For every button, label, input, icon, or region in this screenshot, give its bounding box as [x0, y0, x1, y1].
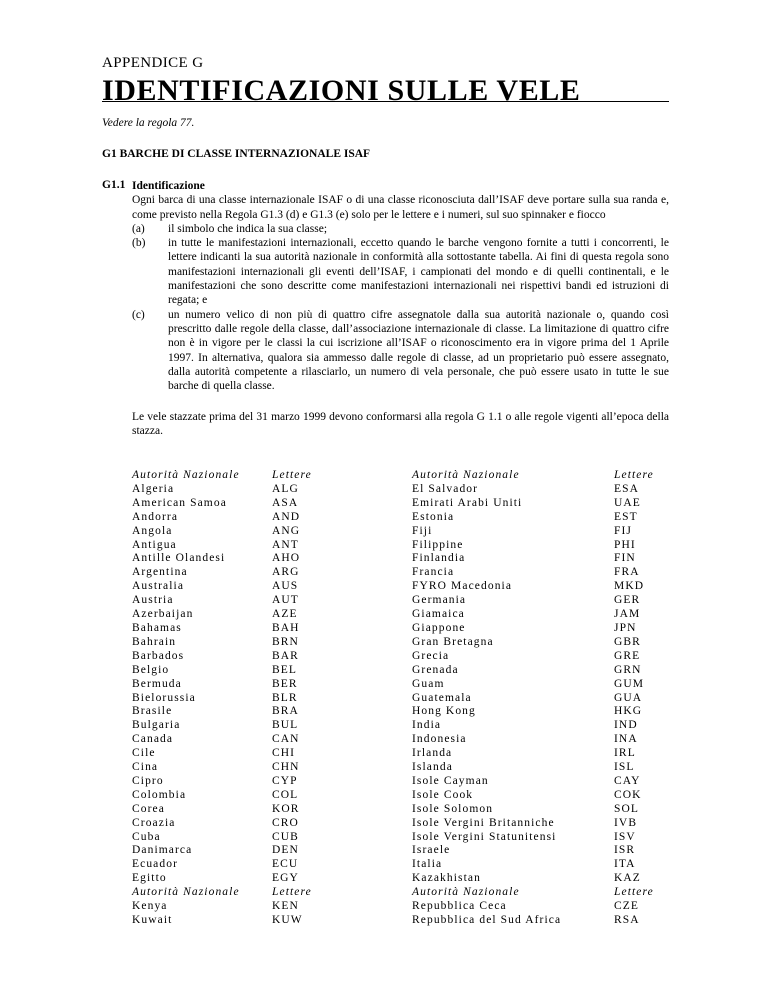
country-code: SOL	[614, 802, 640, 815]
country-name: Isole Cook	[412, 788, 474, 801]
country-code: CAY	[614, 774, 641, 787]
rule-item-label: (b)	[132, 237, 146, 250]
country-code: ITA	[614, 858, 636, 871]
country-code: ESA	[614, 482, 640, 495]
country-code: ECU	[272, 858, 299, 871]
country-code: ISR	[614, 844, 636, 857]
country-name: Indonesia	[412, 733, 467, 746]
column-header-letters: Lettere	[614, 886, 654, 899]
country-code: AZE	[272, 608, 298, 621]
country-code: FRA	[614, 566, 640, 579]
column-header-letters: Lettere	[272, 469, 312, 481]
country-name: Antigua	[132, 538, 177, 551]
country-code: CRO	[272, 816, 299, 829]
country-code: BLR	[272, 691, 298, 704]
country-name: Emirati Arabi Uniti	[412, 496, 523, 509]
country-name: Estonia	[412, 510, 455, 523]
country-name: Bielorussia	[132, 691, 196, 704]
country-name: Gran Bretagna	[412, 635, 494, 648]
country-name: Germania	[412, 594, 467, 607]
country-name: Fiji	[412, 524, 433, 537]
authority-column-left	[132, 469, 240, 928]
country-name: Cuba	[132, 830, 161, 843]
country-name: Isole Vergini Statunitensi	[412, 830, 557, 843]
country-name: Giappone	[412, 621, 466, 634]
country-code: CHI	[272, 747, 296, 760]
country-name: Corea	[132, 802, 165, 815]
country-name: Francia	[412, 566, 455, 579]
country-code: ANT	[272, 538, 299, 551]
rule-item-text: in tutte le manifestazioni internazionali, eccetto quando le barche vengono fornite a tutti i concorrenti, le lettere indicanti la sua autorità nazionale in conformità alla sottostante tabella. Ai fini di questa regola sono manifestazioni internazionali gli eventi dell’ISAF, i campionati del mondo e di quelli continentali, e le manifestazioni che sono descritte come manifestazioni internazionali nei rispettivi bandi ed istruzioni di regata; e	[168, 237, 669, 307]
country-name: Isole Vergini Britanniche	[412, 816, 555, 829]
country-code: MKD	[614, 580, 645, 593]
country-name: Angola	[132, 524, 173, 537]
country-name: Grenada	[412, 663, 459, 676]
country-code: KUW	[272, 914, 303, 926]
column-header-authority: Autorità Nazionale	[412, 886, 520, 899]
rule-item	[132, 308, 669, 394]
country-name: El Salvador	[412, 482, 479, 495]
country-code: IND	[614, 719, 638, 732]
country-code: AUT	[272, 594, 299, 607]
column-header-authority: Autorità Nazionale	[132, 469, 240, 481]
country-name: Israele	[412, 844, 451, 857]
country-code: COK	[614, 788, 642, 801]
country-code: GUA	[614, 691, 643, 704]
country-name: Isole Cayman	[412, 774, 489, 787]
rule-heading: Identificazione	[132, 180, 205, 192]
country-code: EST	[614, 510, 638, 523]
country-name: India	[412, 719, 442, 732]
country-code: KEN	[272, 900, 299, 913]
country-name: Grecia	[412, 649, 450, 662]
rule-item-label: (c)	[132, 308, 145, 321]
country-name: Algeria	[132, 482, 175, 495]
country-name: Hong Kong	[412, 705, 476, 718]
country-code: CUB	[272, 830, 299, 843]
country-name: Danimarca	[132, 844, 193, 857]
country-code: GUM	[614, 677, 645, 690]
country-name: Bermuda	[132, 677, 182, 690]
country-code: RSA	[614, 914, 640, 926]
country-name: Brasile	[132, 705, 173, 718]
country-name: Italia	[412, 858, 443, 871]
country-code: JAM	[614, 608, 641, 621]
letters-column-right	[614, 469, 654, 928]
country-code: GRN	[614, 663, 642, 676]
country-name: Kuwait	[132, 914, 173, 926]
country-name: Kazakhistan	[412, 872, 481, 885]
country-code: FIN	[614, 552, 636, 565]
rule-item	[132, 222, 669, 236]
country-name: Belgio	[132, 663, 170, 676]
rule-item	[132, 236, 669, 307]
country-code: BRN	[272, 635, 299, 648]
country-code: ARG	[272, 566, 300, 579]
country-code: FIJ	[614, 524, 633, 537]
country-name: Australia	[132, 580, 185, 593]
rule-intro: Ogni barca di una classe internazionale ISAF o di una classe riconosciuta dall’ISAF deve portare sulla sua randa e, come previsto nella Regola G1.3 (d) e G1.3 (e) solo per le lettere e i numeri, sul suo spinnaker e fiocco	[132, 194, 669, 221]
rule-item-text: un numero velico di non più di quattro cifre assegnatole dalla sua autorità nazionale o, quando così prescritto dalle regole della classe, dall’associazione internazionale di classe. La limitazione di quattro cifre non è in vigore per le classi la cui iscrizione all’ISAF o riconoscimento era in vigore prima del 1 Aprile 1997. In alternativa, qualora sia ammesso dalle regole di classe, ad un proprietario può essere assegnato, dalla autorità competente a rilasciarlo, un numero di vela personale, che può essere usato in tutte le sue barche di quella classe.	[168, 308, 669, 393]
see-rule-note: Vedere la regola 77.	[102, 117, 195, 129]
rule-number: G1.1	[102, 179, 126, 191]
country-code: BAH	[272, 621, 300, 634]
country-name: Ecuador	[132, 858, 179, 871]
country-code: KAZ	[614, 872, 641, 885]
country-code: CHN	[272, 761, 300, 774]
country-code: AUS	[272, 580, 299, 593]
country-code: ISL	[614, 761, 635, 774]
country-code: INA	[614, 733, 638, 746]
country-code: ISV	[614, 830, 636, 843]
country-code: CZE	[614, 900, 640, 913]
country-name: Andorra	[132, 510, 179, 523]
column-header-letters: Lettere	[614, 469, 654, 481]
country-name: Canada	[132, 733, 174, 746]
country-name: Islanda	[412, 761, 453, 774]
country-code: JPN	[614, 621, 637, 634]
country-code: ANG	[272, 524, 301, 537]
country-name: Giamaica	[412, 608, 465, 621]
country-code: BRA	[272, 705, 299, 718]
country-code: IRL	[614, 747, 636, 760]
country-name: Cina	[132, 761, 159, 774]
country-code: GBR	[614, 635, 641, 648]
country-code: BEL	[272, 663, 298, 676]
country-name: Bahrain	[132, 635, 177, 648]
country-code: HKG	[614, 705, 643, 718]
country-code: EGY	[272, 872, 299, 885]
country-name: Colombia	[132, 788, 187, 801]
column-header-authority: Autorità Nazionale	[132, 886, 240, 899]
country-name: Repubblica Ceca	[412, 900, 507, 913]
column-header-letters: Lettere	[272, 886, 312, 899]
letters-column-left	[272, 469, 312, 928]
country-code: BAR	[272, 649, 299, 662]
country-code: CYP	[272, 774, 298, 787]
country-code: COL	[272, 788, 299, 801]
country-code: AND	[272, 510, 301, 523]
country-code: CAN	[272, 733, 300, 746]
page-title: IDENTIFICAZIONI SULLE VELE	[102, 74, 581, 107]
country-code: KOR	[272, 802, 300, 815]
country-code: UAE	[614, 496, 641, 509]
country-code: GRE	[614, 649, 641, 662]
rule-item-label: (a)	[132, 222, 145, 235]
country-name: Cipro	[132, 774, 164, 787]
country-name: Bulgaria	[132, 719, 181, 732]
country-name: Repubblica del Sud Africa	[412, 914, 562, 926]
country-code: GER	[614, 594, 641, 607]
country-code: DEN	[272, 844, 299, 857]
country-name: Antille Olandesi	[132, 552, 226, 565]
country-name: Filippine	[412, 538, 464, 551]
rule-item-text: il simbolo che indica la sua classe;	[168, 222, 328, 235]
country-name: Bahamas	[132, 621, 182, 634]
country-name: Egitto	[132, 872, 167, 885]
appendix-label: APPENDICE G	[102, 55, 204, 71]
country-code: AHO	[272, 552, 301, 565]
country-name: Guam	[412, 677, 445, 690]
country-code: IVB	[614, 816, 638, 829]
country-name: Barbados	[132, 649, 185, 662]
authority-column-right	[412, 469, 561, 928]
column-header-authority: Autorità Nazionale	[412, 469, 520, 481]
country-name: Austria	[132, 594, 174, 607]
country-name: Croazia	[132, 816, 176, 829]
title-divider	[102, 101, 669, 102]
country-name: Cile	[132, 747, 156, 760]
country-name: FYRO Macedonia	[412, 580, 513, 593]
country-name: Guatemala	[412, 691, 472, 704]
country-code: BUL	[272, 719, 299, 732]
country-name: Argentina	[132, 566, 188, 579]
country-name: Kenya	[132, 900, 168, 913]
section-title: G1 BARCHE DI CLASSE INTERNAZIONALE ISAF	[102, 148, 371, 160]
country-code: BER	[272, 677, 298, 690]
country-name: Azerbaijan	[132, 608, 194, 621]
country-code: ASA	[272, 496, 299, 509]
stazza-note: Le vele stazzate prima del 31 marzo 1999 devono conformarsi alla regola G 1.1 o alle regole vigenti all’epoca della stazza.	[132, 411, 669, 438]
country-name: American Samoa	[132, 496, 227, 509]
rule-items	[132, 222, 669, 394]
country-name: Finlandia	[412, 552, 466, 565]
country-code: PHI	[614, 538, 636, 551]
country-name: Irlanda	[412, 747, 453, 760]
rule-body	[132, 179, 669, 393]
country-name: Isole Solomon	[412, 802, 494, 815]
country-code: ALG	[272, 482, 299, 495]
